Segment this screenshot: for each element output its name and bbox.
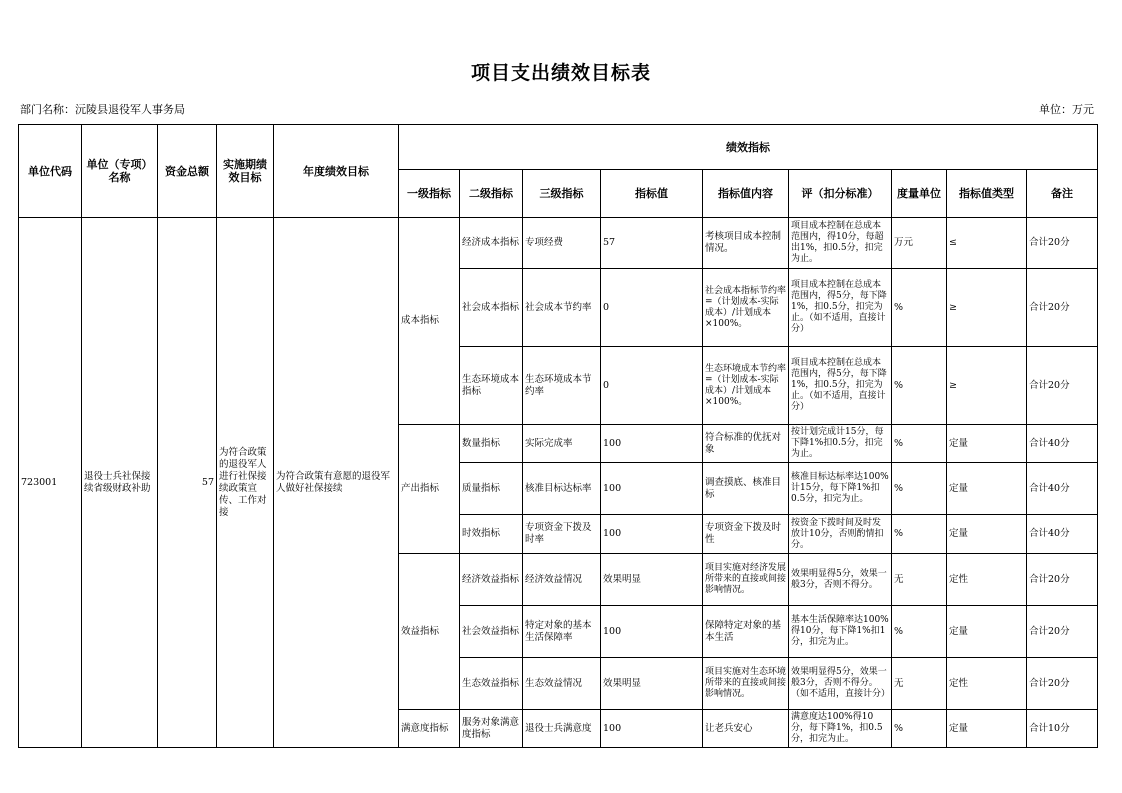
content-cell: 考核项目成本控制情况。 (703, 218, 789, 269)
score-cell: 按计划完成计15分，每下降1%扣0.5分，扣完为止。 (789, 425, 892, 463)
level2-cell: 生态效益指标 (460, 658, 523, 710)
note-cell: 合计20分 (1027, 606, 1098, 658)
unit-code-cell: 723001 (19, 218, 82, 748)
total-funds-cell: 57 (158, 218, 217, 748)
level3-cell: 社会成本节约率 (523, 269, 601, 347)
score-cell: 项目成本控制在总成本范围内，得10分，每超出1%，扣0.5分，扣完为止。 (789, 218, 892, 269)
value-cell: 57 (601, 218, 703, 269)
level3-cell: 退役士兵满意度 (523, 710, 601, 748)
value-cell: 100 (601, 710, 703, 748)
type-cell: 定性 (947, 658, 1027, 710)
note-cell: 合计20分 (1027, 658, 1098, 710)
header-unit-name: 单位（专项）名称 (82, 125, 158, 218)
measure-cell: 万元 (892, 218, 947, 269)
measure-cell: 无 (892, 658, 947, 710)
header-level1: 一级指标 (399, 170, 460, 218)
content-cell: 生态环境成本节约率=（计划成本-实际成本）/计划成本×100%。 (703, 347, 789, 425)
header-type: 指标值类型 (947, 170, 1027, 218)
value-cell: 效果明显 (601, 554, 703, 606)
note-cell: 合计40分 (1027, 425, 1098, 463)
note-cell: 合计40分 (1027, 463, 1098, 515)
level2-cell: 社会效益指标 (460, 606, 523, 658)
unit-name-cell: 退役士兵社保接续省级财政补助 (82, 218, 158, 748)
value-cell: 效果明显 (601, 658, 703, 710)
value-cell: 100 (601, 463, 703, 515)
score-cell: 效果明显得5分，效果一般3分，否则不得分。 (789, 554, 892, 606)
measure-cell: % (892, 269, 947, 347)
annual-goal-cell: 为符合政策有意愿的退役军人做好社保接续 (274, 218, 399, 748)
content-cell: 项目实施对经济发展所带来的直接或间接影响情况。 (703, 554, 789, 606)
header-unit-code: 单位代码 (19, 125, 82, 218)
content-cell: 保障特定对象的基本生活 (703, 606, 789, 658)
content-cell: 项目实施对生态环境所带来的直接或间接影响情况。 (703, 658, 789, 710)
note-cell: 合计20分 (1027, 218, 1098, 269)
type-cell: 定量 (947, 425, 1027, 463)
header-impl-goal: 实施期绩效目标 (217, 125, 274, 218)
content-cell: 专项资金下拨及时性 (703, 515, 789, 554)
type-cell: ≤ (947, 218, 1027, 269)
level2-cell: 时效指标 (460, 515, 523, 554)
level3-cell: 经济效益情况 (523, 554, 601, 606)
content-cell: 社会成本指标节约率=（计划成本-实际成本）/计划成本×100%。 (703, 269, 789, 347)
level1-satisfaction: 满意度指标 (399, 710, 460, 748)
score-cell: 项目成本控制在总成本范围内，得5分，每下降1%，扣0.5分，扣完为止。（如不适用，直接计分） (789, 269, 892, 347)
header-score: 评（扣分标准） (789, 170, 892, 218)
header-note: 备注 (1027, 170, 1098, 218)
currency-unit: 单位：万元 (1039, 103, 1094, 116)
level3-cell: 生态环境成本节约率 (523, 347, 601, 425)
type-cell: 定量 (947, 515, 1027, 554)
page-title: 项目支出绩效目标表 (470, 62, 651, 84)
level2-cell: 经济效益指标 (460, 554, 523, 606)
level2-cell: 经济成本指标 (460, 218, 523, 269)
level3-cell: 核准目标达标率 (523, 463, 601, 515)
level2-cell: 服务对象满意度指标 (460, 710, 523, 748)
level1-benefit: 效益指标 (399, 554, 460, 710)
level3-cell: 专项资金下拨及时率 (523, 515, 601, 554)
level1-cost: 成本指标 (399, 218, 460, 425)
value-cell: 0 (601, 347, 703, 425)
measure-cell: % (892, 347, 947, 425)
header-content: 指标值内容 (703, 170, 789, 218)
impl-goal-cell: 为符合政策的退役军人进行社保接续政策宣传、工作对接 (217, 218, 274, 748)
level1-output: 产出指标 (399, 425, 460, 554)
level2-cell: 数量指标 (460, 425, 523, 463)
measure-cell: % (892, 425, 947, 463)
score-cell: 按资金下拨时间及时发放计10分，否则酌情扣分。 (789, 515, 892, 554)
content-cell: 让老兵安心 (703, 710, 789, 748)
value-cell: 100 (601, 606, 703, 658)
department-name: 部门名称：沅陵县退役军人事务局 (20, 103, 185, 116)
type-cell: 定量 (947, 606, 1027, 658)
score-cell: 基本生活保障率达100%得10分，每下降1%扣1分，扣完为止。 (789, 606, 892, 658)
level3-cell: 特定对象的基本生活保障率 (523, 606, 601, 658)
performance-table (18, 124, 1098, 748)
measure-cell: % (892, 606, 947, 658)
level3-cell: 生态效益情况 (523, 658, 601, 710)
measure-cell: 无 (892, 554, 947, 606)
value-cell: 100 (601, 515, 703, 554)
score-cell: 满意度达100%得10分，每下降1%，扣0.5分，扣完为止。 (789, 710, 892, 748)
score-cell: 项目成本控制在总成本范围内，得5分，每下降1%，扣0.5分，扣完为止。（如不适用，直接计分） (789, 347, 892, 425)
header-level3: 三级指标 (523, 170, 601, 218)
header-annual-goal: 年度绩效目标 (274, 125, 399, 218)
measure-cell: % (892, 515, 947, 554)
header-level2: 二级指标 (460, 170, 523, 218)
header-performance: 绩效指标 (399, 125, 1098, 170)
table-row (19, 218, 1098, 269)
content-cell: 调查摸底、核准目标 (703, 463, 789, 515)
note-cell: 合计20分 (1027, 554, 1098, 606)
type-cell: 定性 (947, 554, 1027, 606)
value-cell: 0 (601, 269, 703, 347)
note-cell: 合计10分 (1027, 710, 1098, 748)
content-cell: 符合标准的优抚对象 (703, 425, 789, 463)
measure-cell: % (892, 710, 947, 748)
level2-cell: 生态环境成本指标 (460, 347, 523, 425)
header-value: 指标值 (601, 170, 703, 218)
level2-cell: 社会成本指标 (460, 269, 523, 347)
header-total-funds: 资金总额 (158, 125, 217, 218)
measure-cell: % (892, 463, 947, 515)
level3-cell: 实际完成率 (523, 425, 601, 463)
header-measure: 度量单位 (892, 170, 947, 218)
value-cell: 100 (601, 425, 703, 463)
type-cell: 定量 (947, 710, 1027, 748)
type-cell: ≥ (947, 347, 1027, 425)
type-cell: ≥ (947, 269, 1027, 347)
level2-cell: 质量指标 (460, 463, 523, 515)
note-cell: 合计20分 (1027, 269, 1098, 347)
score-cell: 效果明显得5分，效果一般3分，否则不得分。（如不适用，直接计分） (789, 658, 892, 710)
note-cell: 合计40分 (1027, 515, 1098, 554)
level3-cell: 专项经费 (523, 218, 601, 269)
note-cell: 合计20分 (1027, 347, 1098, 425)
type-cell: 定量 (947, 463, 1027, 515)
score-cell: 核准目标达标率达100%计15分，每下降1%扣0.5分，扣完为止。 (789, 463, 892, 515)
